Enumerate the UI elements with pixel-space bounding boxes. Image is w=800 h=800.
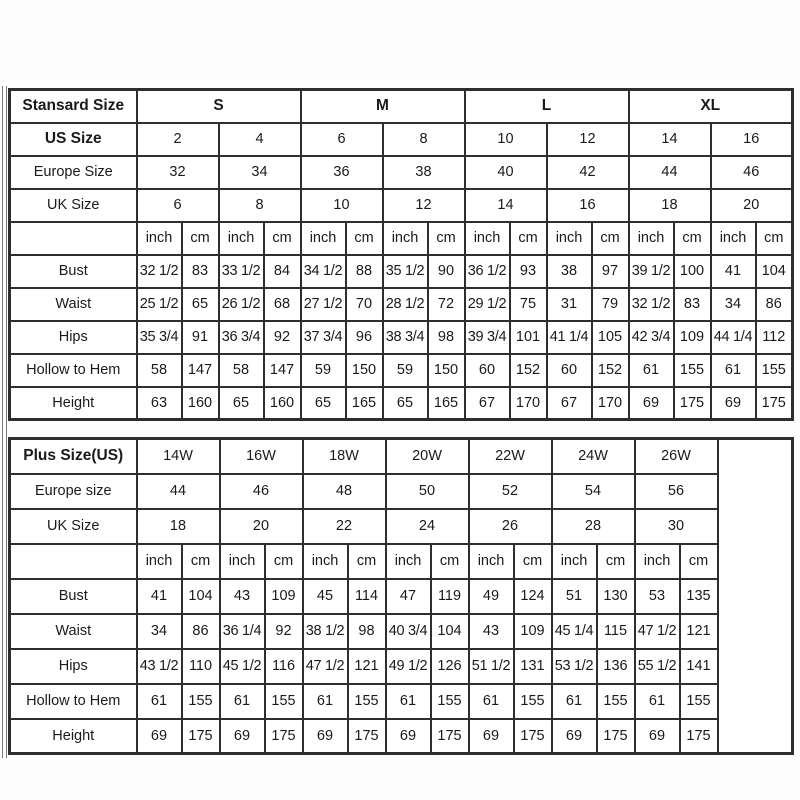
size-header-l: L — [465, 90, 629, 123]
unit-header-cm: cm — [510, 222, 547, 255]
measurement-inch-value: 61 — [137, 684, 182, 719]
measurement-cm-value: 88 — [346, 255, 383, 288]
measurement-cm-value: 175 — [514, 719, 552, 754]
unit-header-cm: cm — [348, 544, 386, 579]
measurement-cm-value: 91 — [182, 321, 219, 354]
measurement-cm-value: 170 — [510, 387, 547, 420]
unit-row-spacer — [10, 222, 137, 255]
unit-header-inch: inch — [469, 544, 514, 579]
measurement-inch-value: 36 1/2 — [465, 255, 510, 288]
measurement-inch-value: 69 — [552, 719, 597, 754]
unit-header-cm: cm — [597, 544, 635, 579]
measurement-cm-value: 104 — [431, 614, 469, 649]
measurement-inch-value: 49 — [469, 579, 514, 614]
measurement-inch-value: 36 3/4 — [219, 321, 264, 354]
europe-size-value: 32 — [137, 156, 219, 189]
us-size-value: 14 — [629, 123, 711, 156]
europe-size-value: 48 — [303, 474, 386, 509]
uk-size-value: 20 — [220, 509, 303, 544]
table-row — [10, 509, 793, 544]
measurement-inch-value: 59 — [383, 354, 428, 387]
uk-size-value: 16 — [547, 189, 629, 222]
row-label-waist: Waist — [10, 614, 137, 649]
europe-size-value: 46 — [220, 474, 303, 509]
us-size-value: 4 — [219, 123, 301, 156]
measurement-cm-value: 147 — [264, 354, 301, 387]
unit-header-inch: inch — [552, 544, 597, 579]
unit-header-cm: cm — [674, 222, 711, 255]
measurement-cm-value: 141 — [680, 649, 718, 684]
measurement-cm-value: 70 — [346, 288, 383, 321]
measurement-inch-value: 67 — [465, 387, 510, 420]
measurement-cm-value: 119 — [431, 579, 469, 614]
measurement-inch-value: 35 1/2 — [383, 255, 428, 288]
row-label-height: Height — [10, 719, 137, 754]
unit-header-inch: inch — [465, 222, 510, 255]
unit-header-inch: inch — [137, 222, 182, 255]
size-header-xl: XL — [629, 90, 793, 123]
measurement-cm-value: 65 — [182, 288, 219, 321]
measurement-inch-value: 53 — [635, 579, 680, 614]
europe-size-value: 44 — [629, 156, 711, 189]
measurement-inch-value: 33 1/2 — [219, 255, 264, 288]
unit-header-cm: cm — [182, 222, 219, 255]
uk-size-value: 18 — [137, 509, 220, 544]
table-row — [10, 387, 793, 420]
measurement-inch-value: 61 — [386, 684, 431, 719]
unit-header-inch: inch — [635, 544, 680, 579]
row-label-uk-size: UK Size — [10, 509, 137, 544]
measurement-inch-value: 31 — [547, 288, 592, 321]
measurement-inch-value: 69 — [220, 719, 265, 754]
measurement-cm-value: 90 — [428, 255, 465, 288]
measurement-cm-value: 105 — [592, 321, 629, 354]
measurement-inch-value: 26 1/2 — [219, 288, 264, 321]
table-row — [10, 649, 793, 684]
measurement-cm-value: 79 — [592, 288, 629, 321]
uk-size-value: 26 — [469, 509, 552, 544]
measurement-cm-value: 175 — [597, 719, 635, 754]
unit-header-cm: cm — [592, 222, 629, 255]
measurement-cm-value: 104 — [182, 579, 220, 614]
unit-header-cm: cm — [514, 544, 552, 579]
measurement-inch-value: 41 — [137, 579, 182, 614]
measurement-inch-value: 39 1/2 — [629, 255, 674, 288]
measurement-inch-value: 47 1/2 — [635, 614, 680, 649]
unit-header-inch: inch — [219, 222, 264, 255]
size-header-s: S — [137, 90, 301, 123]
measurement-inch-value: 53 1/2 — [552, 649, 597, 684]
size-header-24w: 24W — [552, 439, 635, 474]
measurement-inch-value: 28 1/2 — [383, 288, 428, 321]
row-label-hollow-to-hem: Hollow to Hem — [10, 354, 137, 387]
table-row — [10, 614, 793, 649]
measurement-inch-value: 25 1/2 — [137, 288, 182, 321]
europe-size-value: 36 — [301, 156, 383, 189]
row-label-europe-size: Europe size — [10, 474, 137, 509]
measurement-cm-value: 116 — [265, 649, 303, 684]
size-header-18w: 18W — [303, 439, 386, 474]
table-row — [10, 156, 793, 189]
measurement-inch-value: 61 — [552, 684, 597, 719]
measurement-cm-value: 147 — [182, 354, 219, 387]
measurement-inch-value: 32 1/2 — [137, 255, 182, 288]
us-size-value: 16 — [711, 123, 793, 156]
unit-header-cm: cm — [756, 222, 793, 255]
measurement-cm-value: 155 — [182, 684, 220, 719]
measurement-inch-value: 36 1/4 — [220, 614, 265, 649]
measurement-cm-value: 155 — [756, 354, 793, 387]
measurement-inch-value: 44 1/4 — [711, 321, 756, 354]
measurement-cm-value: 165 — [346, 387, 383, 420]
measurement-cm-value: 68 — [264, 288, 301, 321]
unit-header-inch: inch — [303, 544, 348, 579]
measurement-cm-value: 130 — [597, 579, 635, 614]
measurement-inch-value: 69 — [386, 719, 431, 754]
measurement-cm-value: 83 — [674, 288, 711, 321]
empty-spacer-cell — [718, 439, 793, 754]
row-label-bust: Bust — [10, 255, 137, 288]
uk-size-value: 8 — [219, 189, 301, 222]
measurement-inch-value: 32 1/2 — [629, 288, 674, 321]
measurement-inch-value: 43 1/2 — [137, 649, 182, 684]
measurement-inch-value: 49 1/2 — [386, 649, 431, 684]
europe-size-value: 44 — [137, 474, 220, 509]
measurement-cm-value: 72 — [428, 288, 465, 321]
size-header-14w: 14W — [137, 439, 220, 474]
europe-size-value: 34 — [219, 156, 301, 189]
row-label-europe-size: Europe Size — [10, 156, 137, 189]
unit-header-inch: inch — [629, 222, 674, 255]
uk-size-value: 6 — [137, 189, 219, 222]
unit-header-cm: cm — [431, 544, 469, 579]
uk-size-value: 14 — [465, 189, 547, 222]
measurement-cm-value: 150 — [428, 354, 465, 387]
plus-size-table — [8, 437, 794, 755]
unit-header-inch: inch — [383, 222, 428, 255]
measurement-cm-value: 150 — [346, 354, 383, 387]
measurement-cm-value: 152 — [510, 354, 547, 387]
measurement-inch-value: 69 — [635, 719, 680, 754]
table-row — [10, 222, 793, 255]
us-size-value: 6 — [301, 123, 383, 156]
measurement-inch-value: 34 — [711, 288, 756, 321]
unit-header-cm: cm — [680, 544, 718, 579]
measurement-cm-value: 160 — [264, 387, 301, 420]
measurement-inch-value: 60 — [465, 354, 510, 387]
measurement-inch-value: 51 — [552, 579, 597, 614]
uk-size-value: 28 — [552, 509, 635, 544]
measurement-cm-value: 109 — [514, 614, 552, 649]
measurement-inch-value: 61 — [711, 354, 756, 387]
row-label-us-size: US Size — [10, 123, 137, 156]
europe-size-value: 54 — [552, 474, 635, 509]
size-header-26w: 26W — [635, 439, 718, 474]
size-header-20w: 20W — [386, 439, 469, 474]
measurement-inch-value: 38 — [547, 255, 592, 288]
table-row — [10, 255, 793, 288]
uk-size-value: 30 — [635, 509, 718, 544]
measurement-inch-value: 69 — [711, 387, 756, 420]
us-size-value: 8 — [383, 123, 465, 156]
measurement-inch-value: 29 1/2 — [465, 288, 510, 321]
row-label-hollow-to-hem: Hollow to Hem — [10, 684, 137, 719]
measurement-inch-value: 69 — [629, 387, 674, 420]
measurement-inch-value: 42 3/4 — [629, 321, 674, 354]
measurement-cm-value: 175 — [348, 719, 386, 754]
measurement-cm-value: 92 — [265, 614, 303, 649]
measurement-cm-value: 175 — [182, 719, 220, 754]
measurement-cm-value: 115 — [597, 614, 635, 649]
unit-header-inch: inch — [711, 222, 756, 255]
measurement-cm-value: 155 — [514, 684, 552, 719]
unit-header-inch: inch — [220, 544, 265, 579]
unit-header-cm: cm — [264, 222, 301, 255]
measurement-cm-value: 83 — [182, 255, 219, 288]
measurement-cm-value: 175 — [431, 719, 469, 754]
standard-size-table — [8, 88, 794, 421]
measurement-cm-value: 97 — [592, 255, 629, 288]
measurement-cm-value: 155 — [265, 684, 303, 719]
measurement-inch-value: 65 — [219, 387, 264, 420]
row-label-hips: Hips — [10, 649, 137, 684]
corner-header: Stansard Size — [10, 90, 137, 123]
table-row — [10, 684, 793, 719]
us-size-value: 2 — [137, 123, 219, 156]
measurement-cm-value: 112 — [756, 321, 793, 354]
us-size-value: 12 — [547, 123, 629, 156]
table-row — [10, 719, 793, 754]
measurement-cm-value: 175 — [265, 719, 303, 754]
row-label-uk-size: UK Size — [10, 189, 137, 222]
measurement-inch-value: 69 — [469, 719, 514, 754]
unit-header-inch: inch — [301, 222, 346, 255]
measurement-cm-value: 104 — [756, 255, 793, 288]
measurement-inch-value: 45 1/4 — [552, 614, 597, 649]
measurement-inch-value: 55 1/2 — [635, 649, 680, 684]
unit-header-inch: inch — [386, 544, 431, 579]
unit-header-cm: cm — [428, 222, 465, 255]
measurement-inch-value: 45 — [303, 579, 348, 614]
measurement-inch-value: 34 1/2 — [301, 255, 346, 288]
measurement-cm-value: 131 — [514, 649, 552, 684]
uk-size-value: 22 — [303, 509, 386, 544]
measurement-cm-value: 175 — [674, 387, 711, 420]
europe-size-value: 46 — [711, 156, 793, 189]
unit-header-cm: cm — [265, 544, 303, 579]
measurement-cm-value: 98 — [428, 321, 465, 354]
table-row — [10, 354, 793, 387]
table-row — [10, 439, 793, 474]
measurement-inch-value: 34 — [137, 614, 182, 649]
europe-size-value: 50 — [386, 474, 469, 509]
table-row — [10, 123, 793, 156]
table-row — [10, 189, 793, 222]
measurement-cm-value: 126 — [431, 649, 469, 684]
measurement-inch-value: 47 — [386, 579, 431, 614]
measurement-cm-value: 110 — [182, 649, 220, 684]
measurement-cm-value: 160 — [182, 387, 219, 420]
measurement-cm-value: 86 — [756, 288, 793, 321]
unit-header-inch: inch — [137, 544, 182, 579]
measurement-inch-value: 40 3/4 — [386, 614, 431, 649]
measurement-cm-value: 155 — [674, 354, 711, 387]
measurement-inch-value: 41 1/4 — [547, 321, 592, 354]
measurement-cm-value: 75 — [510, 288, 547, 321]
measurement-inch-value: 61 — [469, 684, 514, 719]
measurement-inch-value: 35 3/4 — [137, 321, 182, 354]
measurement-cm-value: 92 — [264, 321, 301, 354]
table-row — [10, 544, 793, 579]
table-row — [10, 474, 793, 509]
measurement-inch-value: 45 1/2 — [220, 649, 265, 684]
measurement-inch-value: 39 3/4 — [465, 321, 510, 354]
measurement-inch-value: 60 — [547, 354, 592, 387]
unit-header-cm: cm — [346, 222, 383, 255]
measurement-inch-value: 65 — [383, 387, 428, 420]
measurement-cm-value: 155 — [348, 684, 386, 719]
measurement-cm-value: 152 — [592, 354, 629, 387]
us-size-value: 10 — [465, 123, 547, 156]
europe-size-value: 52 — [469, 474, 552, 509]
measurement-cm-value: 121 — [348, 649, 386, 684]
size-header-m: M — [301, 90, 465, 123]
measurement-cm-value: 175 — [680, 719, 718, 754]
measurement-cm-value: 155 — [680, 684, 718, 719]
measurement-inch-value: 61 — [220, 684, 265, 719]
measurement-cm-value: 109 — [674, 321, 711, 354]
row-label-hips: Hips — [10, 321, 137, 354]
table-row — [10, 579, 793, 614]
unit-header-cm: cm — [182, 544, 220, 579]
measurement-cm-value: 135 — [680, 579, 718, 614]
uk-size-value: 10 — [301, 189, 383, 222]
measurement-cm-value: 170 — [592, 387, 629, 420]
measurement-cm-value: 93 — [510, 255, 547, 288]
measurement-inch-value: 63 — [137, 387, 182, 420]
measurement-inch-value: 43 — [220, 579, 265, 614]
measurement-cm-value: 96 — [346, 321, 383, 354]
measurement-cm-value: 155 — [431, 684, 469, 719]
measurement-inch-value: 65 — [301, 387, 346, 420]
europe-size-value: 40 — [465, 156, 547, 189]
measurement-inch-value: 67 — [547, 387, 592, 420]
size-header-16w: 16W — [220, 439, 303, 474]
measurement-cm-value: 109 — [265, 579, 303, 614]
table-row — [10, 90, 793, 123]
measurement-cm-value: 165 — [428, 387, 465, 420]
measurement-inch-value: 47 1/2 — [303, 649, 348, 684]
measurement-inch-value: 51 1/2 — [469, 649, 514, 684]
measurement-inch-value: 38 3/4 — [383, 321, 428, 354]
row-label-bust: Bust — [10, 579, 137, 614]
measurement-cm-value: 175 — [756, 387, 793, 420]
measurement-cm-value: 101 — [510, 321, 547, 354]
measurement-cm-value: 100 — [674, 255, 711, 288]
table-row — [10, 321, 793, 354]
uk-size-value: 20 — [711, 189, 793, 222]
measurement-cm-value: 84 — [264, 255, 301, 288]
corner-header-plus: Plus Size(US) — [10, 439, 137, 474]
measurement-inch-value: 61 — [635, 684, 680, 719]
measurement-cm-value: 114 — [348, 579, 386, 614]
uk-size-value: 12 — [383, 189, 465, 222]
measurement-inch-value: 58 — [219, 354, 264, 387]
row-label-waist: Waist — [10, 288, 137, 321]
europe-size-value: 38 — [383, 156, 465, 189]
measurement-inch-value: 27 1/2 — [301, 288, 346, 321]
row-label-height: Height — [10, 387, 137, 420]
measurement-inch-value: 61 — [303, 684, 348, 719]
measurement-cm-value: 98 — [348, 614, 386, 649]
unit-row-spacer — [10, 544, 137, 579]
measurement-inch-value: 58 — [137, 354, 182, 387]
uk-size-value: 18 — [629, 189, 711, 222]
measurement-cm-value: 124 — [514, 579, 552, 614]
measurement-cm-value: 121 — [680, 614, 718, 649]
measurement-inch-value: 38 1/2 — [303, 614, 348, 649]
measurement-inch-value: 69 — [303, 719, 348, 754]
measurement-inch-value: 59 — [301, 354, 346, 387]
page-edge-line — [6, 86, 7, 758]
measurement-inch-value: 43 — [469, 614, 514, 649]
measurement-inch-value: 37 3/4 — [301, 321, 346, 354]
measurement-cm-value: 136 — [597, 649, 635, 684]
measurement-inch-value: 41 — [711, 255, 756, 288]
europe-size-value: 56 — [635, 474, 718, 509]
uk-size-value: 24 — [386, 509, 469, 544]
europe-size-value: 42 — [547, 156, 629, 189]
unit-header-inch: inch — [547, 222, 592, 255]
measurement-inch-value: 69 — [137, 719, 182, 754]
measurement-cm-value: 86 — [182, 614, 220, 649]
page-edge-line — [2, 86, 3, 758]
table-row — [10, 288, 793, 321]
size-header-22w: 22W — [469, 439, 552, 474]
measurement-inch-value: 61 — [629, 354, 674, 387]
measurement-cm-value: 155 — [597, 684, 635, 719]
